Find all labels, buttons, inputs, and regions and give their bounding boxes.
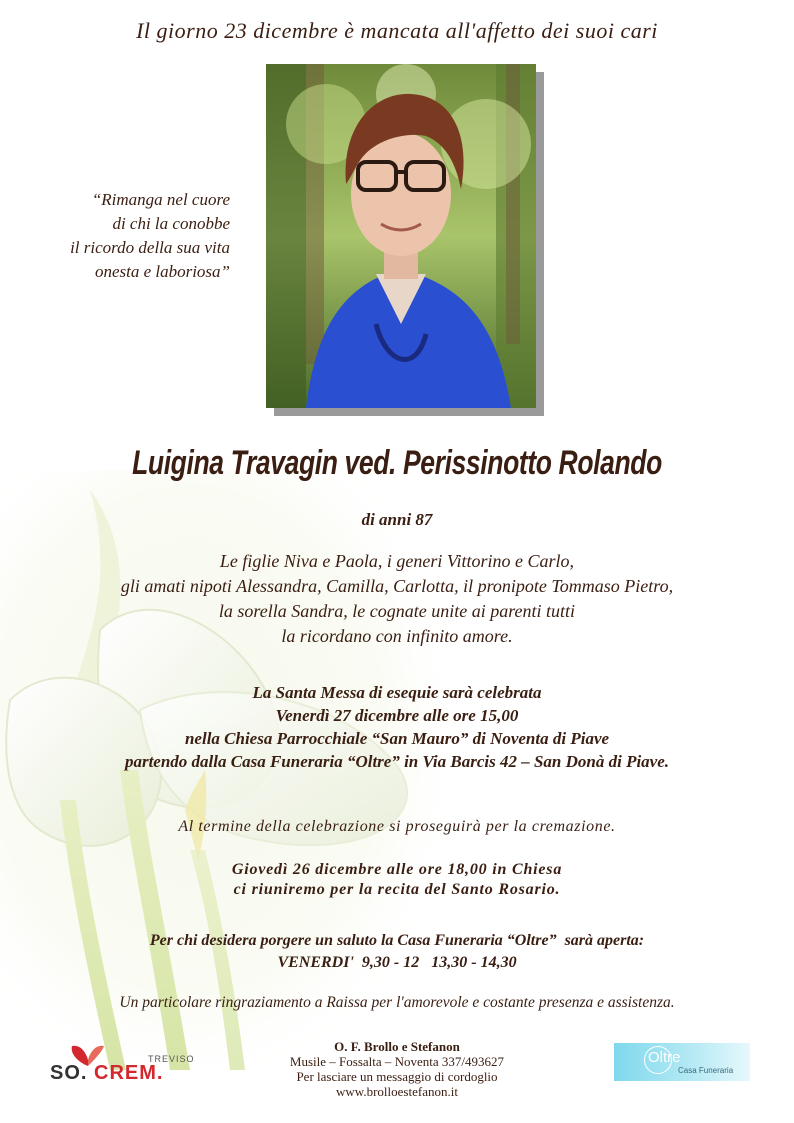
rosary-line: Giovedì 26 dicembre alle ore 18,00 in Chiesa xyxy=(231,861,563,878)
socrem-prefix: SO. xyxy=(50,1062,88,1084)
quote-line: “Rimanga nel cuore xyxy=(91,190,230,209)
thanks-note: Un particolare ringraziamento a Raissa per l'amorevole e costante presenza e assistenza. xyxy=(119,994,675,1011)
memorial-quote xyxy=(30,188,230,284)
family-line: la ricordano con infinito amore. xyxy=(281,626,513,646)
oltre-logo xyxy=(614,1043,750,1081)
rosary-line: ci riuniremo per la recita del Santo Rosario. xyxy=(233,881,561,898)
mass-line: Venerdì 27 dicembre alle ore 15,00 xyxy=(275,706,519,725)
socrem-logo xyxy=(50,1062,163,1085)
family-line: gli amati nipoti Alessandra, Camilla, Carlotta, il pronipote Tommaso Pietro, xyxy=(120,576,674,596)
funeral-home-website: www.brolloestefanon.it xyxy=(336,1084,458,1099)
mass-line: La Santa Messa di esequie sarà celebrata xyxy=(252,683,542,702)
deceased-name: Luigina Travagin ved. Perissinotto Rolando xyxy=(132,444,662,482)
funeral-home-locations: Musile – Fossalta – Noventa 337/493627 xyxy=(289,1054,505,1069)
mass-line: partendo dalla Casa Funeraria “Oltre” in Via Barcis 42 – San Donà di Piave. xyxy=(124,752,670,771)
quote-line: di chi la conobbe xyxy=(112,214,230,233)
condolence-message-line: Per lasciare un messaggio di cordoglio xyxy=(296,1069,498,1084)
funeral-mass-info xyxy=(0,681,794,773)
oltre-logo-subtitle: Casa Funeraria xyxy=(678,1066,734,1075)
socrem-city: TREVISO xyxy=(148,1054,195,1064)
family-line: la sorella Sandra, le cognate unite ai parenti tutti xyxy=(218,601,576,621)
socrem-suffix: CREM. xyxy=(94,1062,164,1084)
visit-line: Per chi desidera porgere un saluto la Casa Funeraria “Oltre” sarà aperta: xyxy=(149,932,645,949)
announcement-header: Il giorno 23 dicembre è mancata all'affetto dei suoi cari xyxy=(136,18,658,43)
family-paragraph xyxy=(0,549,794,649)
mass-line: nella Chiesa Parrocchiale “San Mauro” di Noventa di Piave xyxy=(184,729,610,748)
visiting-hours xyxy=(0,930,794,974)
family-line: Le figlie Niva e Paola, i generi Vittorino e Carlo, xyxy=(219,551,575,571)
quote-line: onesta e laboriosa” xyxy=(94,262,230,281)
cremation-note: Al termine della celebrazione si proseguirà per la cremazione. xyxy=(178,818,616,835)
oltre-logo-word: Oltre xyxy=(648,1049,681,1066)
visit-line: VENERDI' 9,30 - 12 13,30 - 14,30 xyxy=(277,954,517,971)
portrait-photo xyxy=(266,64,536,408)
rosary-info xyxy=(0,860,794,900)
age-line: di anni 87 xyxy=(361,510,433,529)
quote-line: il ricordo della sua vita xyxy=(70,238,230,257)
funeral-home-name: O. F. Brollo e Stefanon xyxy=(334,1039,460,1054)
